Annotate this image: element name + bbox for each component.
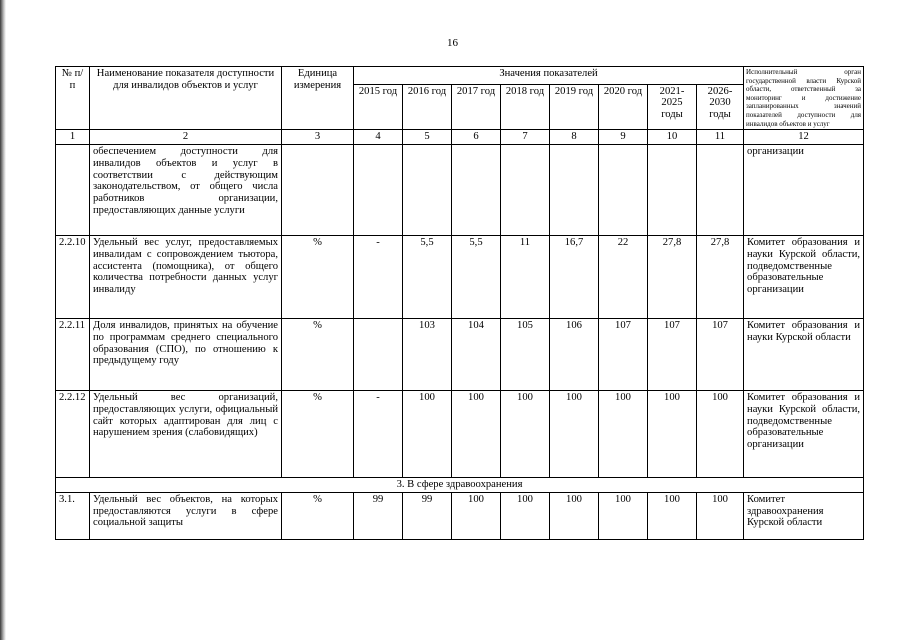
row-value: 106 bbox=[550, 318, 599, 390]
row-value: - bbox=[354, 235, 403, 318]
header-row bbox=[56, 67, 864, 85]
header-year: 2015 год bbox=[354, 84, 403, 130]
row-value: 104 bbox=[452, 318, 501, 390]
scan-edge bbox=[0, 0, 6, 640]
row-value bbox=[697, 144, 744, 235]
row-value: 99 bbox=[403, 492, 452, 539]
row-value: 100 bbox=[501, 492, 550, 539]
row-value: 100 bbox=[501, 390, 550, 477]
row-value: 99 bbox=[354, 492, 403, 539]
header-year: 2026-2030 годы bbox=[697, 84, 744, 130]
row-value bbox=[648, 144, 697, 235]
column-number: 5 bbox=[403, 130, 452, 145]
column-number: 3 bbox=[282, 130, 354, 145]
row-value: 100 bbox=[403, 390, 452, 477]
header-year: 2021-2025 годы bbox=[648, 84, 697, 130]
header-year: 2017 год bbox=[452, 84, 501, 130]
table-row bbox=[56, 318, 864, 390]
row-value: 11 bbox=[501, 235, 550, 318]
column-number: 11 bbox=[697, 130, 744, 145]
header-year: 2018 год bbox=[501, 84, 550, 130]
row-org: Комитет образования и науки Курской области, подведомственные образовательные организации bbox=[744, 235, 864, 318]
row-name: обеспечением доступности для инвалидов объектов и услуг в соответствии с действующим законодательством, от общего числа работников организации, предоставляющих данные услуги bbox=[90, 144, 282, 235]
row-value: 100 bbox=[648, 390, 697, 477]
row-value bbox=[403, 144, 452, 235]
row-value: 100 bbox=[599, 390, 648, 477]
header-year: 2019 год bbox=[550, 84, 599, 130]
row-value: 5,5 bbox=[403, 235, 452, 318]
row-value bbox=[550, 144, 599, 235]
row-unit bbox=[282, 144, 354, 235]
row-num: 2.2.11 bbox=[56, 318, 90, 390]
header-values-group: Значения показателей bbox=[354, 67, 744, 85]
row-unit: % bbox=[282, 318, 354, 390]
row-value: 22 bbox=[599, 235, 648, 318]
row-value: 103 bbox=[403, 318, 452, 390]
row-value: 100 bbox=[452, 390, 501, 477]
row-value: 100 bbox=[599, 492, 648, 539]
row-org: Комитет образования и науки Курской области, подведомственные образовательные организации bbox=[744, 390, 864, 477]
row-value: 100 bbox=[697, 390, 744, 477]
header-year: 2016 год bbox=[403, 84, 452, 130]
section-title: 3. В сфере здравоохранения bbox=[56, 477, 864, 492]
header-name: Наименование показателя доступности для инвалидов объектов и услуг bbox=[90, 67, 282, 130]
column-number: 8 bbox=[550, 130, 599, 145]
table-row bbox=[56, 492, 864, 539]
row-value: 107 bbox=[599, 318, 648, 390]
column-numbers-row bbox=[56, 130, 864, 145]
row-num: 2.2.12 bbox=[56, 390, 90, 477]
row-value: 107 bbox=[697, 318, 744, 390]
column-number: 2 bbox=[90, 130, 282, 145]
header-org: Исполнительный орган государственной власти Курской области, ответственный за мониторинг и достижение запланированных значений показателей доступности для инвалидов объектов и услуг bbox=[744, 67, 864, 130]
column-number: 4 bbox=[354, 130, 403, 145]
row-value: 105 bbox=[501, 318, 550, 390]
table-row bbox=[56, 390, 864, 477]
column-number: 7 bbox=[501, 130, 550, 145]
row-value: 5,5 bbox=[452, 235, 501, 318]
header-year: 2020 год bbox=[599, 84, 648, 130]
row-unit: % bbox=[282, 390, 354, 477]
row-value: - bbox=[354, 390, 403, 477]
row-value: 100 bbox=[452, 492, 501, 539]
row-num: 3.1. bbox=[56, 492, 90, 539]
row-value: 100 bbox=[550, 390, 599, 477]
row-value bbox=[501, 144, 550, 235]
row-value bbox=[354, 318, 403, 390]
table-row bbox=[56, 144, 864, 235]
row-num: 2.2.10 bbox=[56, 235, 90, 318]
header-unit: Единица измерения bbox=[282, 67, 354, 130]
row-value: 100 bbox=[697, 492, 744, 539]
row-org: Комитет образования и науки Курской области bbox=[744, 318, 864, 390]
row-value bbox=[599, 144, 648, 235]
row-name: Удельный вес организаций, предоставляющих услуги, официальный сайт которых адаптирован для лиц с нарушением зрения (слабовидящих) bbox=[90, 390, 282, 477]
row-value: 27,8 bbox=[648, 235, 697, 318]
row-unit: % bbox=[282, 235, 354, 318]
row-value bbox=[452, 144, 501, 235]
row-name: Удельный вес услуг, предоставляемых инвалидам с сопровождением тьютора, ассистента (помощника), от общего количества потребности данных услуг инвалиду bbox=[90, 235, 282, 318]
column-number: 9 bbox=[599, 130, 648, 145]
page-number: 16 bbox=[447, 37, 458, 49]
row-value: 107 bbox=[648, 318, 697, 390]
row-name: Доля инвалидов, принятых на обучение по программам среднего специального образования (СПО), по отношению к предыдущему году bbox=[90, 318, 282, 390]
column-number: 6 bbox=[452, 130, 501, 145]
header-num: № п/п bbox=[56, 67, 90, 130]
section-row bbox=[56, 477, 864, 492]
row-value: 100 bbox=[550, 492, 599, 539]
row-org: организации bbox=[744, 144, 864, 235]
row-num bbox=[56, 144, 90, 235]
row-value: 27,8 bbox=[697, 235, 744, 318]
row-value: 100 bbox=[648, 492, 697, 539]
column-number: 1 bbox=[56, 130, 90, 145]
indicators-table bbox=[55, 66, 864, 540]
column-number: 12 bbox=[744, 130, 864, 145]
table-row bbox=[56, 235, 864, 318]
row-org: Комитет здравоохранения Курской области bbox=[744, 492, 864, 539]
column-number: 10 bbox=[648, 130, 697, 145]
row-unit: % bbox=[282, 492, 354, 539]
row-value: 16,7 bbox=[550, 235, 599, 318]
row-value bbox=[354, 144, 403, 235]
row-name: Удельный вес объектов, на которых предоставляются услуги в сфере социальной защиты bbox=[90, 492, 282, 539]
